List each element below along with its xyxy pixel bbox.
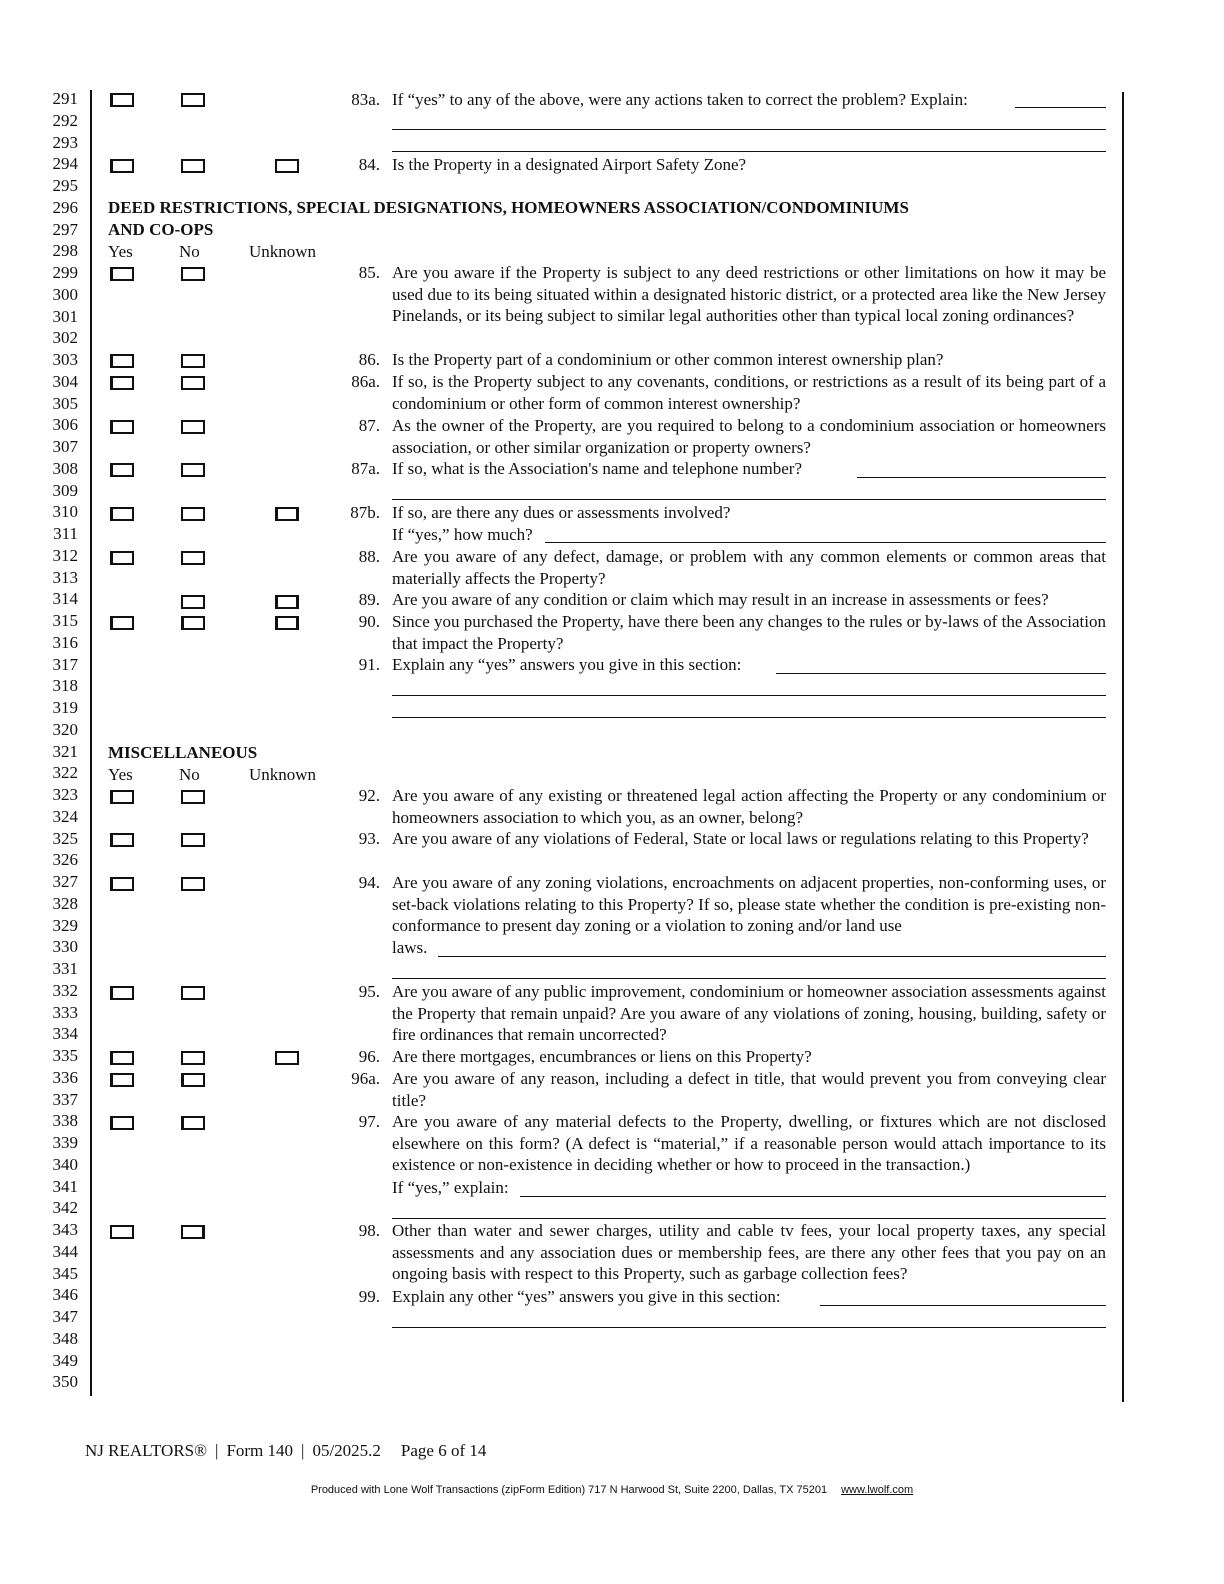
q96a-number: 96a.: [351, 1069, 380, 1088]
line-number: 291: [52, 89, 78, 108]
lwolf-link[interactable]: www.lwolf.com: [841, 1484, 914, 1496]
q91-answer-line-1[interactable]: [776, 673, 1106, 674]
line-number: 329: [52, 915, 78, 935]
q87a-no-checkbox[interactable]: [181, 463, 205, 477]
line-number: 318: [52, 676, 78, 696]
q87b-number: 87b.: [350, 503, 380, 522]
q90-unknown-checkbox[interactable]: [275, 616, 299, 630]
q94-text: Are you aware of any zoning violations, encroachments on adjacent properties, non-conforming uses, or set-back violations relating to this Property? If so, please state whether the condition is pre-existing non-conformance to present day zoning or a violation to zoning and/or land use: [392, 873, 1106, 936]
q97-text: Are you aware of any material defects to the Property, dwelling, or fixtures which are not disclosed elsewhere on this form? (A defect is “material,” if a reasonable person would attach importance to its existence or non-existence in deciding whether or how to proceed in the transaction.): [392, 1112, 1106, 1175]
line-number: 323: [52, 785, 78, 804]
q87a-answer-line-2[interactable]: [392, 499, 1106, 500]
q95-number: 95.: [358, 982, 380, 1001]
q83a-no-checkbox[interactable]: [181, 93, 205, 107]
line-number: 307: [52, 437, 78, 456]
q86a-no-checkbox[interactable]: [181, 376, 205, 390]
q99-text: Explain any other “yes” answers you give in this section:: [392, 1287, 781, 1306]
q86-yes-checkbox[interactable]: [110, 354, 134, 368]
q87a-answer-line-1[interactable]: [857, 477, 1106, 478]
line-number: 327: [52, 872, 78, 891]
misc-col-unknown: Unknown: [249, 765, 317, 784]
q89-no-checkbox[interactable]: [181, 595, 205, 609]
q91-answer-line-3[interactable]: [392, 717, 1106, 718]
line-number: 319: [52, 698, 78, 717]
line-number: 305: [52, 393, 78, 413]
line-number: 320: [52, 719, 78, 739]
left-margin-rule: [90, 90, 92, 1396]
q96-text: Are there mortgages, encumbrances or liens on this Property?: [392, 1047, 812, 1066]
q92-no-checkbox[interactable]: [181, 790, 205, 804]
q85-yes-checkbox[interactable]: [110, 267, 134, 281]
q88-number: 88.: [358, 547, 380, 566]
q97-answer-line-2[interactable]: [392, 1218, 1106, 1219]
q96a-text: Are you aware of any reason, including a defect in title, that would prevent you from conveying clear title?: [392, 1069, 1106, 1110]
line-number: 338: [52, 1111, 78, 1131]
q84-no-checkbox[interactable]: [181, 159, 205, 173]
q85-text: Are you aware if the Property is subject to any deed restrictions or other limitations on how it may be used due to its being situated within a designated historic district, or a protected area like the New Jersey Pinelands, or its being subject to similar legal authorities other than typical local zoning ordinances?: [392, 263, 1106, 326]
q83a-yes-checkbox[interactable]: [110, 93, 134, 107]
q99-answer-line-1[interactable]: [820, 1305, 1106, 1306]
footer-version: 05/2025.2: [312, 1441, 381, 1460]
q97-no-checkbox[interactable]: [181, 1116, 205, 1130]
deed-section-title-line2: AND CO-OPS: [108, 220, 214, 239]
q84-yes-checkbox[interactable]: [110, 159, 134, 173]
q96-number: 96.: [358, 1047, 380, 1066]
q99-answer-line-2[interactable]: [392, 1327, 1106, 1328]
q90-text: Since you purchased the Property, have there been any changes to the rules or by-laws of the Association that impact the Property?: [392, 612, 1106, 653]
line-number: 326: [52, 850, 78, 870]
q95-yes-checkbox[interactable]: [110, 986, 134, 1000]
q94-text-tail: laws.: [392, 938, 428, 957]
line-number: 292: [52, 110, 78, 130]
q85-no-checkbox[interactable]: [181, 267, 205, 281]
q95-no-checkbox[interactable]: [181, 986, 205, 1000]
line-number: 301: [52, 306, 78, 326]
q96a-no-checkbox[interactable]: [181, 1073, 205, 1087]
misc-col-yes: Yes: [108, 765, 133, 784]
q97-yes-checkbox[interactable]: [110, 1116, 134, 1130]
q87b-unknown-checkbox[interactable]: [275, 507, 299, 521]
q87b-no-checkbox[interactable]: [181, 507, 205, 521]
line-number: 341: [52, 1176, 78, 1196]
line-number: 306: [52, 415, 78, 435]
line-number: 347: [52, 1307, 78, 1326]
q90-no-checkbox[interactable]: [181, 616, 205, 630]
q92-yes-checkbox[interactable]: [110, 790, 134, 804]
q87b-yes-checkbox[interactable]: [110, 507, 134, 521]
deed-section-title-line1: DEED RESTRICTIONS, SPECIAL DESIGNATIONS, HOMEOWNERS ASSOCIATION/CONDOMINIUMS: [108, 198, 909, 217]
line-number: 295: [52, 176, 78, 195]
misc-section-title: MISCELLANEOUS: [108, 743, 258, 762]
q87a-text: If so, what is the Association's name and telephone number?: [392, 459, 803, 478]
q89-unknown-checkbox[interactable]: [275, 595, 299, 609]
line-number: 349: [52, 1350, 78, 1370]
line-number: 300: [52, 284, 78, 304]
q94-answer-line-2[interactable]: [392, 978, 1106, 979]
line-number: 324: [52, 806, 78, 826]
line-number: 345: [52, 1263, 78, 1283]
q84-text: Is the Property in a designated Airport Safety Zone?: [392, 155, 747, 174]
line-number: 303: [52, 350, 78, 369]
q87-text: As the owner of the Property, are you required to belong to a condominium association or homeowners association, or other similar organization or property owners?: [392, 416, 1106, 457]
q96-unknown-checkbox[interactable]: [275, 1051, 299, 1065]
q94-no-checkbox[interactable]: [181, 877, 205, 891]
q89-text: Are you aware of any condition or claim which may result in an increase in assessments or fees?: [392, 590, 1049, 609]
line-number: 312: [52, 545, 78, 565]
q98-number: 98.: [358, 1221, 380, 1240]
q86a-yes-checkbox[interactable]: [110, 376, 134, 390]
line-number: 294: [52, 154, 78, 174]
footer-org: NJ REALTORS®: [85, 1441, 208, 1460]
q96a-yes-checkbox[interactable]: [110, 1073, 134, 1087]
q87a-number: 87a.: [351, 459, 380, 478]
q96-yes-checkbox[interactable]: [110, 1051, 134, 1065]
q87-number: 87.: [358, 416, 380, 435]
q98-yes-checkbox[interactable]: [110, 1225, 134, 1239]
q91-answer-line-2[interactable]: [392, 695, 1106, 696]
q88-text: Are you aware of any defect, damage, or problem with any common elements or common areas that materially affects the Property?: [392, 547, 1106, 588]
footer-page-number: Page 6 of 14: [400, 1441, 487, 1460]
deed-col-no: No: [179, 242, 200, 261]
q88-yes-checkbox[interactable]: [110, 551, 134, 565]
q94-yes-checkbox[interactable]: [110, 877, 134, 891]
q97-subtext: If “yes,” explain:: [392, 1178, 509, 1197]
q88-no-checkbox[interactable]: [181, 551, 205, 565]
q85-number: 85.: [358, 263, 380, 282]
line-number: 309: [52, 480, 78, 500]
q83a-text: If “yes” to any of the above, were any actions taken to correct the problem? Explain:: [392, 90, 968, 109]
q99-number: 99.: [358, 1287, 380, 1306]
q97-answer-line-1[interactable]: [520, 1196, 1106, 1197]
line-number: 332: [52, 980, 78, 1000]
q83a-answer-line-2[interactable]: [392, 129, 1106, 130]
q93-number: 93.: [358, 829, 380, 848]
line-number: 340: [52, 1154, 78, 1174]
q83a-answer-line-3[interactable]: [392, 151, 1106, 152]
line-number: 298: [52, 241, 78, 261]
q86a-number: 86a.: [351, 372, 380, 391]
footer-separator: |: [215, 1441, 219, 1460]
line-number: 314: [52, 589, 78, 609]
q87b-text: If so, are there any dues or assessments involved?: [392, 503, 731, 522]
line-number: 313: [52, 567, 78, 587]
line-number: 343: [52, 1220, 78, 1239]
q93-text: Are you aware of any violations of Federal, State or local laws or regulations relating to this Property?: [392, 829, 1089, 848]
line-number: 311: [53, 524, 78, 543]
q84-unknown-checkbox[interactable]: [275, 159, 299, 173]
misc-col-no: No: [179, 765, 200, 784]
line-number: 317: [52, 654, 78, 674]
line-number: 293: [52, 132, 78, 152]
q96-no-checkbox[interactable]: [181, 1051, 205, 1065]
line-number: 331: [52, 959, 78, 978]
line-number: 322: [52, 763, 78, 783]
line-number: 333: [52, 1002, 78, 1022]
line-number: 299: [52, 263, 78, 282]
q86-number: 86.: [358, 350, 380, 369]
line-number: 348: [52, 1328, 78, 1348]
q84-number: 84.: [358, 155, 380, 174]
q87-yes-checkbox[interactable]: [110, 420, 134, 434]
q94-number: 94.: [358, 873, 380, 892]
q86-text: Is the Property part of a condominium or other common interest ownership plan?: [392, 350, 944, 369]
line-number: 337: [52, 1089, 78, 1109]
q87a-yes-checkbox[interactable]: [110, 463, 134, 477]
line-number: 344: [52, 1241, 78, 1261]
line-number: 310: [52, 502, 78, 522]
q86a-text: If so, is the Property subject to any covenants, conditions, or restrictions as a result of its being part of a condominium or other form of common interest ownership?: [392, 372, 1106, 413]
form-footer: [85, 1440, 486, 1462]
line-number: 302: [52, 328, 78, 348]
q87b-amount-line[interactable]: [545, 542, 1106, 543]
q94-answer-line-1[interactable]: [438, 956, 1106, 957]
q92-text: Are you aware of any existing or threatened legal action affecting the Property or any condominium or homeowners association to which you, as an owner, belong?: [392, 786, 1106, 827]
line-number: 342: [52, 1198, 78, 1218]
q98-text: Other than water and sewer charges, utility and cable tv fees, your local property taxes, any special assessments and any association dues or membership fees, are there any other fees that you pay on an ongoing basis with respect to this Property, such as garbage collection fees?: [392, 1221, 1106, 1284]
line-number: 297: [52, 219, 78, 239]
q93-yes-checkbox[interactable]: [110, 833, 134, 847]
q89-number: 89.: [358, 590, 380, 609]
q97-number: 97.: [358, 1112, 380, 1131]
line-number: 316: [52, 632, 78, 652]
q95-text: Are you aware of any public improvement, condominium or homeowner association assessments against the Property that remain unpaid? Are you aware of any violations of zoning, housing, building, safety or fire ordinances that remain uncorrected?: [392, 982, 1106, 1045]
line-number: 296: [52, 197, 78, 217]
q93-no-checkbox[interactable]: [181, 833, 205, 847]
line-number: 336: [52, 1067, 78, 1087]
line-number: 325: [52, 828, 78, 848]
footer-separator: |: [301, 1441, 305, 1460]
line-number: 334: [52, 1024, 78, 1044]
q91-text: Explain any “yes” answers you give in this section:: [392, 655, 742, 674]
line-number: 321: [52, 741, 78, 761]
q90-number: 90.: [358, 612, 380, 631]
line-number: 330: [52, 937, 78, 957]
q90-yes-checkbox[interactable]: [110, 616, 134, 630]
line-number: 346: [52, 1285, 78, 1305]
line-number: 304: [52, 371, 78, 391]
q91-number: 91.: [358, 655, 380, 674]
footer-form: Form 140: [226, 1441, 294, 1460]
q98-no-checkbox[interactable]: [181, 1225, 205, 1239]
deed-col-yes: Yes: [108, 242, 133, 261]
deed-col-unknown: Unknown: [249, 242, 317, 261]
line-number: 308: [52, 458, 78, 478]
q86-no-checkbox[interactable]: [181, 354, 205, 368]
q87-no-checkbox[interactable]: [181, 420, 205, 434]
q92-number: 92.: [358, 786, 380, 805]
right-margin-rule: [1122, 92, 1124, 1402]
line-number: 335: [52, 1046, 78, 1065]
line-number: 350: [52, 1372, 78, 1392]
produced-text: Produced with Lone Wolf Transactions (zipForm Edition) 717 N Harwood St, Suite 2200, Dallas, TX 75201: [310, 1484, 828, 1496]
line-number: 328: [52, 893, 78, 913]
q83a-answer-line-1[interactable]: [1015, 107, 1106, 108]
produced-with-notice: [0, 1484, 1224, 1496]
line-number: 339: [52, 1133, 78, 1152]
line-number: 315: [52, 611, 78, 630]
q83a-number: 83a.: [351, 90, 380, 109]
q87b-subtext: If “yes,” how much?: [392, 525, 533, 544]
